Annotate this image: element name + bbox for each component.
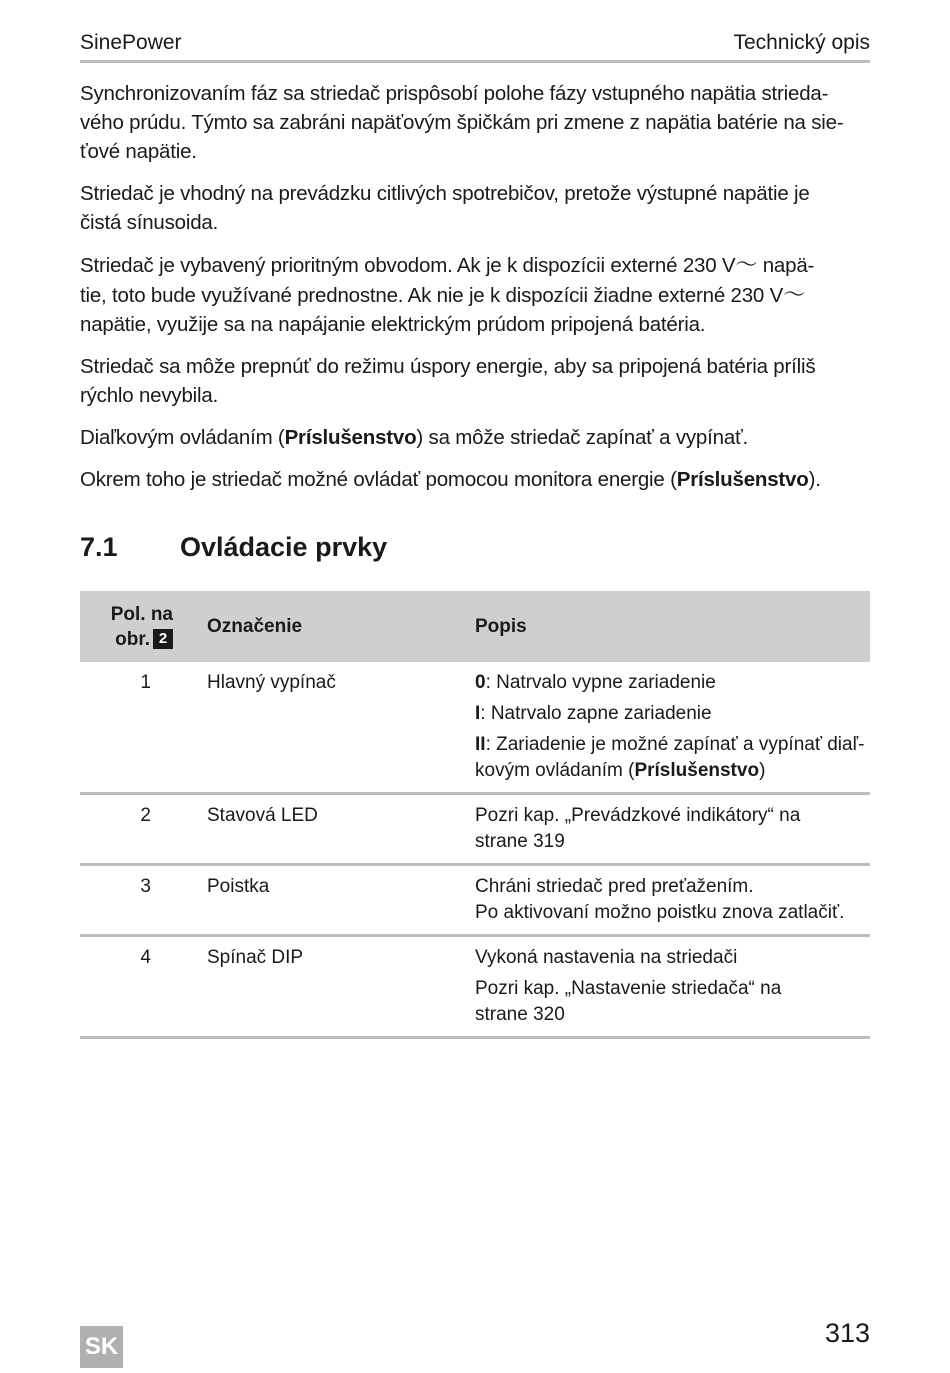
text-line — [80, 466, 872, 495]
table-row — [80, 865, 870, 936]
row-designation: Spínač DIP — [207, 936, 475, 1038]
text-line: čistá sínusoida. — [80, 210, 219, 234]
accessory-reference: Príslušenstvo — [634, 760, 760, 781]
description-line — [475, 803, 870, 855]
ac-tilde-icon: ～ — [735, 251, 758, 277]
header-description: Popis — [475, 591, 870, 662]
text-segment: Pozri kap. „Nastavenie striedača“ na — [475, 978, 782, 999]
paragraph-sine-wave — [80, 180, 872, 238]
text-segment: : Natrvalo vypne zariadenie — [485, 672, 716, 693]
header-position — [80, 591, 207, 662]
row-position: 3 — [80, 865, 207, 936]
table-row — [80, 936, 870, 1038]
text-segment: Po aktivovaní možno poistku znova zatlačiť. — [475, 902, 845, 923]
description-line — [475, 874, 870, 926]
text-line: Striedač je vhodný na prevádzku citlivých spotrebičov, pretože výstupné napätie je — [80, 181, 810, 205]
row-description — [475, 662, 870, 794]
text-segment: kovým ovládaním ( — [475, 760, 635, 781]
table-header-row — [80, 591, 870, 662]
row-position: 4 — [80, 936, 207, 1038]
text-line: rýchlo nevybila. — [80, 383, 219, 407]
paragraph-remote-control — [80, 424, 872, 453]
paragraph-energy-monitor — [80, 466, 872, 495]
text-segment: Diaľkovým ovládaním ( — [80, 425, 285, 449]
description-line — [475, 945, 870, 971]
paragraph-priority-circuit — [80, 251, 872, 339]
row-designation: Poistka — [207, 865, 475, 936]
text-line: Synchronizovaním fáz sa striedač prispôsobí polohe fázy vstupného napätia strieda- — [80, 82, 829, 105]
row-designation: Hlavný vypínač — [207, 662, 475, 794]
table-row — [80, 662, 870, 794]
header-position-label: Pol. na — [110, 603, 173, 625]
row-description — [475, 794, 870, 865]
controls-table — [80, 591, 870, 1039]
text-segment: : Zariadenie je možné zapínať a vypínať diaľ- — [485, 734, 865, 755]
section-title: Ovládacie prvky — [180, 532, 388, 562]
figure-reference-badge: 2 — [153, 629, 173, 649]
section-heading — [80, 532, 387, 563]
text-segment: tie, toto bude využívané prednostne. Ak nie je k dispozícii žiadne externé 230 V — [80, 283, 784, 307]
text-segment: Vykoná nastavenia na striedači — [475, 947, 738, 968]
text-segment: ) sa môže striedač zapínať a vypínať. — [416, 425, 749, 449]
text-line: vého prúdu. Týmto sa zabráni napäťovým špičkám pri zmene z napätia batérie na sie- — [80, 110, 844, 134]
text-segment: Pozri kap. „Prevádzkové indikátory“ na — [475, 805, 801, 826]
page-header — [80, 28, 870, 63]
text-segment: ). — [808, 468, 821, 492]
switch-position: I — [475, 703, 481, 724]
header-section-name: Technický opis — [733, 31, 870, 54]
paragraph-synchronization — [80, 80, 872, 166]
header-designation: Označenie — [207, 591, 475, 662]
text-segment: Striedač je vybavený prioritným obvodom. Ak je k dispozícii externé 230 V — [80, 253, 736, 277]
text-segment: napä- — [757, 253, 815, 277]
accessory-reference: Príslušenstvo — [284, 425, 417, 449]
text-segment: ) — [759, 760, 766, 781]
header-product-name: SinePower — [80, 31, 182, 54]
language-badge: SK — [80, 1326, 123, 1368]
row-position: 1 — [80, 662, 207, 794]
body-text — [80, 80, 872, 509]
paragraph-energy-saving — [80, 353, 872, 411]
text-segment: Okrem toho je striedač možné ovládať pomocou monitora energie ( — [80, 468, 677, 492]
text-segment: : Natrvalo zapne zariadenie — [480, 703, 712, 724]
section-number: 7.1 — [80, 532, 118, 562]
text-line: napätie, využije sa na napájanie elektrickým prúdom pripojená batéria. — [80, 312, 706, 336]
text-line — [80, 424, 872, 453]
description-line — [475, 976, 870, 1028]
page-number: 313 — [824, 1318, 870, 1348]
description-line — [475, 670, 870, 696]
ac-tilde-icon: ～ — [783, 281, 805, 307]
text-segment: Chráni striedač pred preťažením. — [475, 876, 754, 897]
text-line: Striedač sa môže prepnúť do režimu úspory energie, aby sa pripojená batéria príliš — [80, 354, 816, 378]
row-description — [475, 936, 870, 1038]
accessory-reference: Príslušenstvo — [676, 468, 809, 492]
switch-position: II — [475, 734, 486, 755]
row-designation: Stavová LED — [207, 794, 475, 865]
switch-position: 0 — [475, 672, 486, 693]
text-line — [80, 251, 872, 281]
text-segment: strane 319 — [475, 831, 565, 852]
header-position-label: obr. — [115, 628, 150, 650]
row-position: 2 — [80, 794, 207, 865]
table-row — [80, 794, 870, 865]
description-line — [475, 732, 870, 784]
text-line — [80, 281, 872, 311]
text-line: ťové napätie. — [80, 139, 197, 163]
text-segment: strane 320 — [475, 1004, 565, 1025]
description-line — [475, 701, 870, 727]
row-description — [475, 865, 870, 936]
